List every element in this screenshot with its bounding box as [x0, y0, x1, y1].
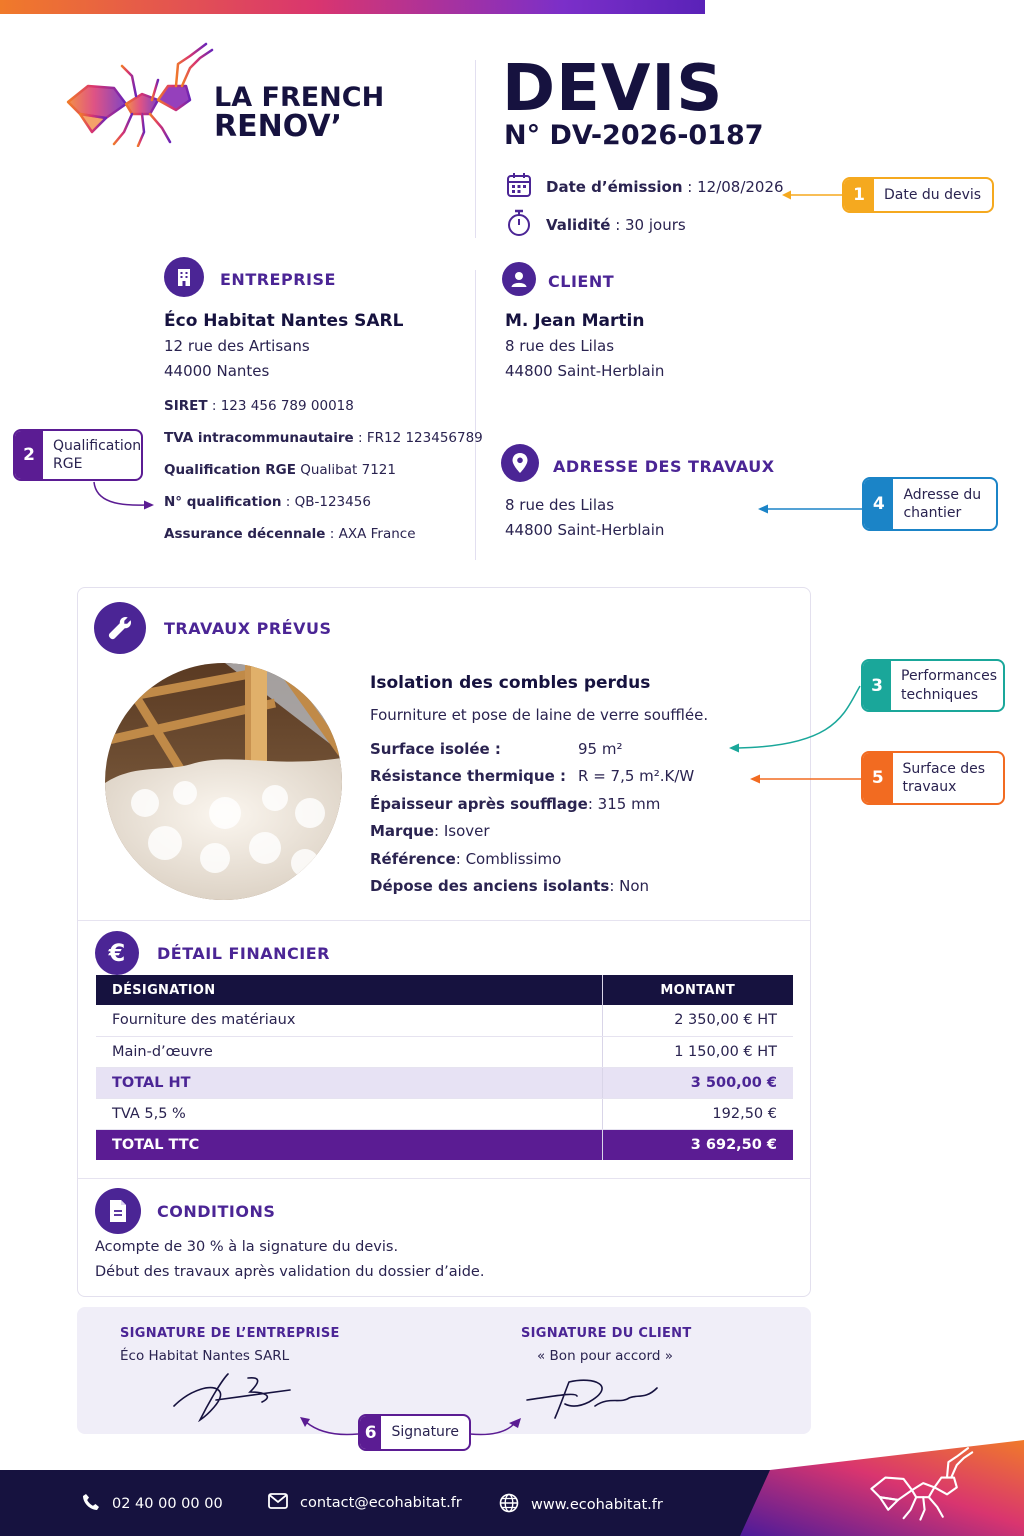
footer-email-text: contact@ecohabitat.fr [300, 1495, 462, 1511]
entreprise-tva: TVA intracommunautaire : FR12 123456789 [164, 430, 483, 446]
entreprise-address-line2: 44000 Nantes [164, 362, 270, 380]
callout-2-arrow [88, 480, 158, 516]
spec-marque: Marque : Isover [370, 822, 490, 841]
conditions-line1: Acompte de 30 % à la signature du devis. [95, 1239, 399, 1255]
card-divider-2 [78, 1178, 810, 1179]
company-signature-name: Éco Habitat Nantes SARL [120, 1348, 290, 1364]
table-row [96, 1036, 793, 1067]
validity-value: : 30 jours [610, 216, 686, 234]
mail-icon [268, 1493, 288, 1513]
total-ht-row [96, 1067, 793, 1098]
row-label: Main-d’œuvre [96, 1036, 602, 1067]
product-title: Isolation des combles perdus [370, 673, 651, 693]
callout-5-arrow [748, 769, 864, 789]
travaux-address-section-title: ADRESSE DES TRAVAUX [553, 457, 775, 476]
col-header-designation: DÉSIGNATION [96, 975, 602, 1005]
conditions-line2: Début des travaux après validation du dossier d’aide. [95, 1264, 485, 1280]
financial-table [96, 975, 793, 1160]
row-amount: 2 350,00 € HT [602, 1005, 793, 1036]
callout-date-du-devis [842, 177, 994, 213]
footer-website-text: www.ecohabitat.fr [531, 1497, 663, 1513]
user-icon [502, 262, 536, 296]
row-amount: 1 150,00 € HT [602, 1036, 793, 1067]
document-icon [95, 1188, 141, 1234]
client-signature-note: « Bon pour accord » [537, 1348, 673, 1364]
client-address-line2: 44800 Saint-Herblain [505, 362, 665, 380]
callout-1-arrow [780, 185, 844, 205]
product-description: Fourniture et pose de laine de verre soufflée. [370, 706, 709, 724]
spec-reference: Référence : Comblissimo [370, 849, 562, 868]
attic-insulation-photo [105, 663, 342, 900]
callout-5-number: 5 [863, 753, 893, 803]
document-number: N° DV-2026-0187 [504, 120, 764, 151]
travaux-section-title: TRAVAUX PRÉVUS [164, 619, 332, 638]
callout-1-number: 1 [844, 179, 874, 211]
spec-resistance: Résistance thermique : R = 7,5 m².K/W [370, 767, 695, 786]
callout-qualification-rge [13, 429, 143, 481]
ant-logo-icon [66, 42, 216, 147]
spec-depose: Dépose des anciens isolants : Non [370, 877, 650, 896]
location-pin-icon [501, 444, 539, 482]
total-ttc-row [96, 1129, 793, 1160]
calendar-icon [506, 172, 532, 202]
validity-row [506, 211, 686, 239]
entreprise-insurance: Assurance décennale : AXA France [164, 526, 416, 542]
euro-icon: € [95, 931, 139, 975]
callout-3-number: 3 [863, 661, 891, 710]
conditions-section-title: CONDITIONS [157, 1202, 276, 1221]
tva-value: 192,50 € [602, 1098, 793, 1129]
brand-name-line2: RENOV’ [214, 109, 343, 144]
entreprise-address-line1: 12 rue des Artisans [164, 337, 310, 355]
callout-3-arrow [726, 684, 866, 758]
wrench-icon [94, 602, 146, 654]
callout-6-label: Signature [391, 1424, 459, 1441]
callout-adresse-du-chantier [862, 477, 998, 531]
col-header-montant: MONTANT [602, 975, 793, 1005]
callout-1-label: Date du devis [884, 186, 982, 203]
callout-2-label: Qualification RGE [53, 437, 142, 472]
ant-logo-icon [870, 1446, 975, 1521]
brand-name-line1: LA FRENCH [214, 82, 385, 113]
client-signature-title: SIGNATURE DU CLIENT [521, 1326, 692, 1341]
footer-phone-text: 02 40 00 00 00 [112, 1496, 223, 1512]
emission-date-row [506, 173, 784, 201]
entreprise-siret: SIRET : 123 456 789 00018 [164, 398, 354, 414]
callout-2-number: 2 [15, 431, 43, 479]
client-signature-drawing [525, 1374, 665, 1424]
callout-5-label: Surface des travaux [902, 760, 986, 795]
client-section-title: CLIENT [548, 272, 615, 291]
tva-row [96, 1098, 793, 1129]
travaux-address-line2: 44800 Saint-Herblain [505, 521, 665, 539]
entreprise-name: Éco Habitat Nantes SARL [164, 311, 404, 331]
company-signature-title: SIGNATURE DE L’ENTREPRISE [120, 1326, 340, 1341]
entreprise-section-title: ENTREPRISE [220, 270, 336, 289]
callout-3-label: Performances techniques [901, 668, 998, 703]
top-accent-bar [0, 0, 705, 14]
product-specs [370, 735, 730, 900]
phone-icon [82, 1493, 100, 1515]
callout-performances-techniques [861, 659, 1005, 712]
tva-label: TVA 5,5 % [96, 1098, 602, 1129]
document-title: DEVIS [502, 52, 724, 126]
card-divider-1 [78, 920, 810, 921]
spec-epaisseur: Épaisseur après soufflage : 315 mm [370, 794, 661, 813]
building-icon [164, 257, 204, 297]
footer-email[interactable] [268, 1493, 462, 1513]
total-ht-label: TOTAL HT [96, 1067, 602, 1098]
total-ttc-value: 3 692,50 € [602, 1129, 793, 1160]
callout-surface-des-travaux [861, 751, 1005, 805]
callout-6-number: 6 [360, 1416, 381, 1449]
callout-4-number: 4 [864, 479, 893, 529]
footer-website[interactable] [499, 1493, 663, 1517]
spec-surface: Surface isolée : 95 m² [370, 739, 623, 758]
callout-4-label: Adresse du chantier [903, 486, 982, 521]
client-name: M. Jean Martin [505, 311, 645, 331]
emission-date-value: : 12/08/2026 [682, 178, 784, 196]
financier-section-title: DÉTAIL FINANCIER [157, 944, 330, 963]
travaux-address-line1: 8 rue des Lilas [505, 496, 615, 514]
validity-label: Validité [546, 216, 611, 234]
row-label: Fourniture des matériaux [96, 1005, 602, 1036]
entreprise-qualification-number: N° qualification : QB-123456 [164, 494, 371, 510]
total-ttc-label: TOTAL TTC [96, 1129, 602, 1160]
table-row [96, 1005, 793, 1036]
entreprise-rge: Qualification RGE Qualibat 7121 [164, 462, 396, 478]
callout-4-arrow [756, 499, 864, 519]
parties-divider [475, 270, 476, 560]
globe-icon [499, 1493, 519, 1517]
company-signature-drawing [170, 1370, 295, 1422]
stopwatch-icon [506, 209, 532, 241]
total-ht-value: 3 500,00 € [602, 1067, 793, 1098]
client-address-line1: 8 rue des Lilas [505, 337, 615, 355]
emission-date-label: Date d’émission [546, 178, 683, 196]
footer-phone[interactable] [82, 1493, 223, 1515]
header-divider [475, 60, 476, 238]
